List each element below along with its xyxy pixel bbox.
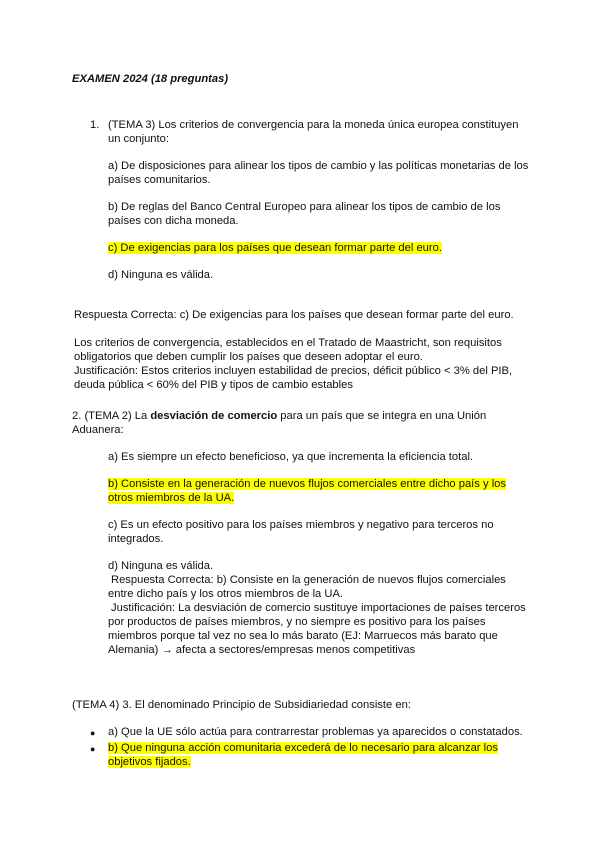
q2-stem-line2: Aduanera:: [72, 424, 124, 436]
bullet-icon: ●: [90, 728, 96, 738]
q1-stem-line2: un conjunto:: [108, 133, 169, 145]
q2-stem-post: para un país que se integra en una Unión: [277, 410, 487, 422]
q1-option-c-highlighted: c) De exigencias para los países que desean formar parte del euro.: [108, 242, 442, 254]
q1-stem-line1: (TEMA 3) Los criterios de convergencia para la moneda única europea constituyen: [108, 119, 519, 131]
q2-option-c-line1: c) Es un efecto positivo para los países miembros y negativo para terceros no: [108, 519, 494, 531]
q2-option-b-line1-highlighted: b) Consiste en la generación de nuevos flujos comerciales entre dicho país y los: [108, 478, 506, 490]
page-title: EXAMEN 2024 (18 preguntas): [72, 73, 229, 85]
q3-option-b-line2-highlighted: objetivos fijados.: [108, 756, 191, 768]
q2-option-c-line2: integrados.: [108, 533, 164, 545]
q2-justification-line4: Alemania) → afecta a sectores/empresas menos competitivas: [108, 644, 416, 656]
q3-stem: (TEMA 4) 3. El denominado Principio de Subsidiariedad consiste en:: [72, 699, 411, 711]
q2-justification-line3: miembros porque tal vez no sea lo más barato (EJ: Marruecos más barato que: [108, 630, 498, 642]
q1-explanation-line2: obligatorios que deben cumplir los países que deseen adoptar el euro.: [74, 351, 423, 363]
q1-number: 1.: [90, 119, 100, 131]
q2-stem-pre: 2. (TEMA 2) La: [72, 410, 151, 422]
q2-stem-line1: [72, 409, 486, 423]
q2-option-b-line2-highlighted: otros miembros de la UA.: [108, 492, 235, 504]
q1-option-b-line1: b) De reglas del Banco Central Europeo para alinear los tipos de cambio de los: [108, 201, 501, 213]
q1-explanation-line1: Los criterios de convergencia, establecidos en el Tratado de Maastricht, son requisitos: [74, 337, 502, 349]
q2-justification-line1: Justificación: La desviación de comercio sustituye importaciones de países terceros: [111, 602, 526, 614]
q1-justification-line1: Justificación: Estos criterios incluyen estabilidad de precios, déficit público < 3% del PIB,: [74, 365, 513, 377]
q3-option-b-line1-highlighted: b) Que ninguna acción comunitaria excederá de lo necesario para alcanzar los: [108, 742, 498, 754]
q2-correct-answer-line1: Respuesta Correcta: b) Consiste en la generación de nuevos flujos comerciales: [111, 574, 506, 586]
q1-justification-line2: deuda pública < 60% del PIB y tipos de cambio estables: [74, 379, 353, 391]
q2-option-d: d) Ninguna es válida.: [108, 560, 214, 572]
q3-option-a: a) Que la UE sólo actúa para contrarrestar problemas ya aparecidos o constatados.: [108, 726, 523, 738]
q2-stem-bold: desviación de comercio: [150, 410, 278, 422]
q1-correct-answer: Respuesta Correcta: c) De exigencias para los países que desean formar parte del euro.: [74, 309, 514, 321]
bullet-icon: ●: [90, 744, 96, 754]
q1-option-a-line2: países comunitarios.: [108, 174, 211, 186]
q1-option-d: d) Ninguna es válida.: [108, 269, 214, 281]
q1-option-a-line1: a) De disposiciones para alinear los tipos de cambio y las políticas monetarias de los: [108, 160, 529, 172]
q2-correct-answer-line2: entre dicho país y los otros miembros de la UA.: [108, 588, 344, 600]
q2-option-a: a) Es siempre un efecto beneficioso, ya que incrementa la eficiencia total.: [108, 451, 474, 463]
q1-option-b-line2: países con dicha moneda.: [108, 215, 239, 227]
q2-justification-line2: por productos de países miembros, y no siempre es positivo para los países: [108, 616, 486, 628]
